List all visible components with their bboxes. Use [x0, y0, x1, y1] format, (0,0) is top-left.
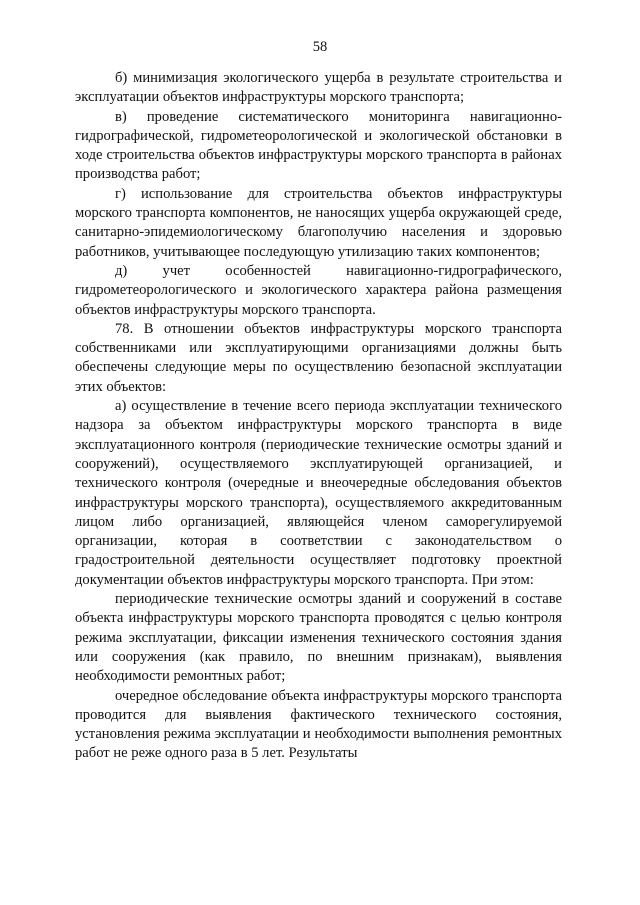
paragraph-g: г) использование для строительства объектов инфраструктуры морского транспорта компонентов, не наносящих ущерба окружающей среде, санитарно-эпидемиологическому благополучию населения и здоровью работников, учитывающее последующую утилизацию таких компонентов;: [75, 185, 562, 260]
paragraph-b: б) минимизация экологического ущерба в результате строительства и эксплуатации объектов инфраструктуры морского транспорта;: [75, 70, 562, 106]
page-number: 58: [312, 39, 328, 55]
paragraph-a: а) осуществление в течение всего периода эксплуатации технического надзора за объектом инфраструктуры морского транспорта в виде эксплуатационного контроля (периодические технические осмотры зданий и сооружений), осуществляемого эксплуатирующей организацией, и технического контроля (очередные и внеочередные обследования объектов инфраструктуры морского транспорта), осуществляемого аккредитованным лицом либо организацией, являющейся членом саморегулируемой организации, которая в соответствии с законодательством о градостроительной деятельности осуществляет подготовку проектной документации объектов инфраструктуры морского транспорта. При этом:: [75, 398, 562, 588]
paragraph-78: 78. В отношении объектов инфраструктуры морского транспорта собственниками или эксплуатирующими организациями должны быть обеспечены следующие меры по осуществлению безопасной эксплуатации этих объектов:: [75, 320, 562, 395]
paragraph-d: д) учет особенностей навигационно-гидрографического, гидрометеорологического и экологического характера района размещения объектов инфраструктуры морского транспорта.: [75, 262, 562, 318]
paragraph-regular-survey: очередное обследование объекта инфраструктуры морского транспорта проводится для выявления фактического технического состояния, установления режима эксплуатации и необходимости выполнения ремонтных работ не реже одного раза в 5 лет. Результаты: [75, 687, 562, 762]
document-body: [75, 69, 562, 764]
paragraph-periodic-inspections: периодические технические осмотры зданий и сооружений в составе объекта инфраструктуры морского транспорта проводятся с целью контроля режима эксплуатации, фиксации изменения технического состояния здания или сооружения (как правило, по внешним признакам), выявления необходимости ремонтных работ;: [75, 591, 562, 685]
paragraph-v: в) проведение систематического мониторинга навигационно-гидрографической, гидрометеорологической и экологической обстановки в ходе строительства объектов инфраструктуры морского транспорта в районах производства работ;: [75, 108, 562, 183]
